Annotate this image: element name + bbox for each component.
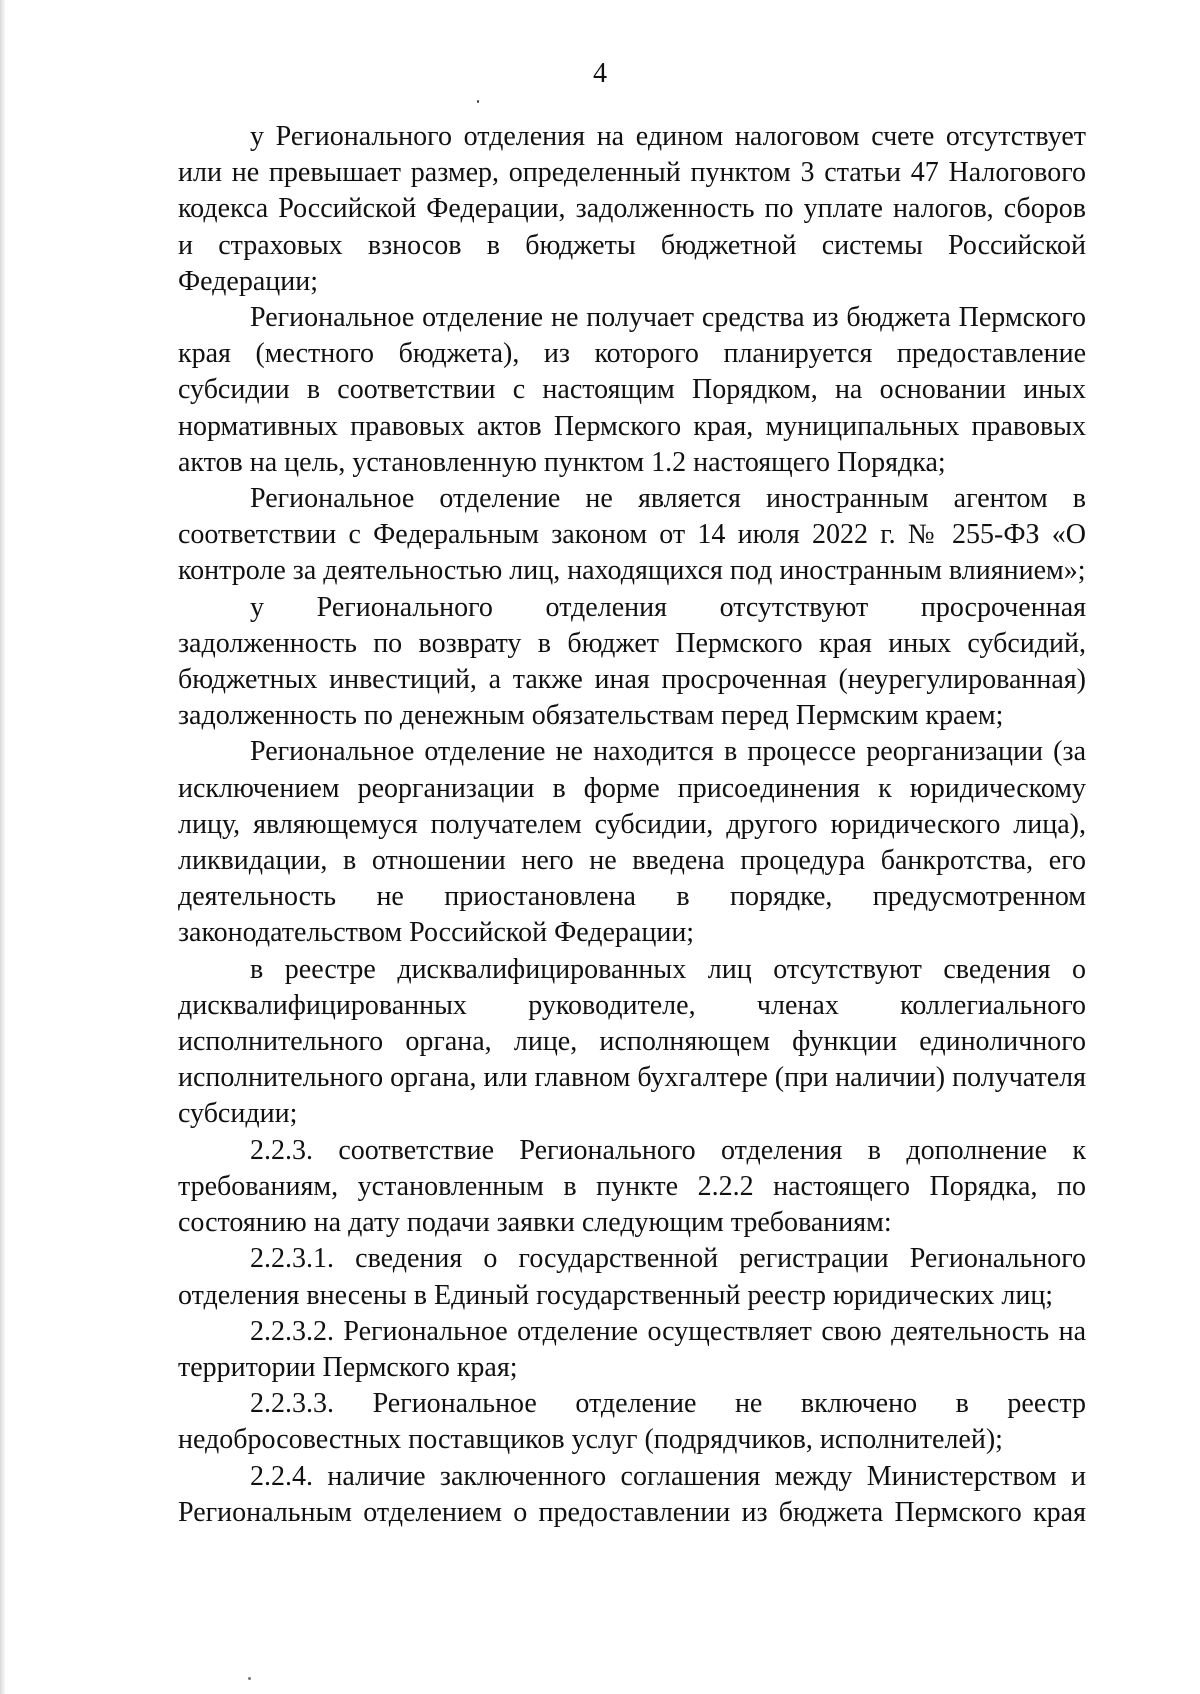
scan-edge-shadow bbox=[0, 0, 6, 1694]
paragraph-2-2-3-1: 2.2.3.1. сведения о государственной регистрации Регионального отделения внесены в Единый государственный реестр юридических лиц; bbox=[178, 1243, 1086, 1311]
paragraph-2-2-3-2: 2.2.3.2. Региональное отделение осуществляет свою деятельность на территории Пермского края; bbox=[178, 1315, 1086, 1383]
scan-speck bbox=[477, 100, 479, 103]
page-number: 4 bbox=[593, 58, 607, 89]
paragraph-reorganization: Региональное отделение не находится в процессе реорганизации (за исключением реорганизации в форме присоединения к юридическому лицу, являющемуся получателем субсидии, другого юридического лица), ликвидации, в отношении него не введена процедура банкротства, его деятельность не приостановлена в порядке, предусмотренном законодательством Российской Федерации; bbox=[178, 736, 1086, 949]
paragraph-2-2-3: 2.2.3. соответствие Регионального отделения в дополнение к требованиям, установленным в пункте 2.2.2 настоящего Порядка, по состоянию на дату подачи заявки следующим требованиям: bbox=[178, 1134, 1086, 1239]
paragraph-foreign-agent: Региональное отделение не является иностранным агентом в соответствии с Федеральным законом от 14 июля 2022 г. № 255-ФЗ «О контроле за деятельностью лиц, находящихся под иностранным влиянием»; bbox=[178, 483, 1086, 587]
paragraph-tax-debt: у Регионального отделения на едином налоговом счете отсутствует или не превышает размер, определенный пунктом 3 статьи 47 Налогового кодекса Российской Федерации, задолженность по уплате налогов, сборов и страховых взносов в бюджеты бюджетной системы Российской Федерации; bbox=[178, 121, 1086, 297]
paragraph-disqualified-persons: в реестре дисквалифицированных лиц отсутствуют сведения о дисквалифицированных руководителе, членах коллегиального исполнительного органа, лице, исполняющем функции единоличного исполнительного органа, или главном бухгалтере (при наличии) получателя субсидии; bbox=[178, 953, 1086, 1130]
paragraph-no-budget-funds: Региональное отделение не получает средства из бюджета Пермского края (местного бюджета), из которого планируется предоставление субсидии в соответствии с настоящим Порядком, на основании иных нормативных правовых актов Пермского края, муниципальных правовых актов на цель, установленную пунктом 1.2 настоящего Порядка; bbox=[178, 302, 1086, 478]
document-body bbox=[178, 119, 1086, 1531]
paragraph-2-2-3-3: 2.2.3.3. Региональное отделение не включено в реестр недобросовестных поставщиков услуг (подрядчиков, исполнителей); bbox=[178, 1388, 1086, 1456]
paragraph-overdue-debt: у Регионального отделения отсутствуют просроченная задолженность по возврату в бюджет Пермского края иных субсидий, бюджетных инвестиций, а также иная просроченная (неурегулированная) задолженность по денежным обязательствам перед Пермским краем; bbox=[178, 591, 1086, 732]
scan-speck-bottom bbox=[248, 1677, 251, 1680]
paragraph-2-2-4: 2.2.4. наличие заключенного соглашения между Министерством и Региональным отделением о предоставлении из бюджета Пермского края bbox=[178, 1460, 1086, 1528]
